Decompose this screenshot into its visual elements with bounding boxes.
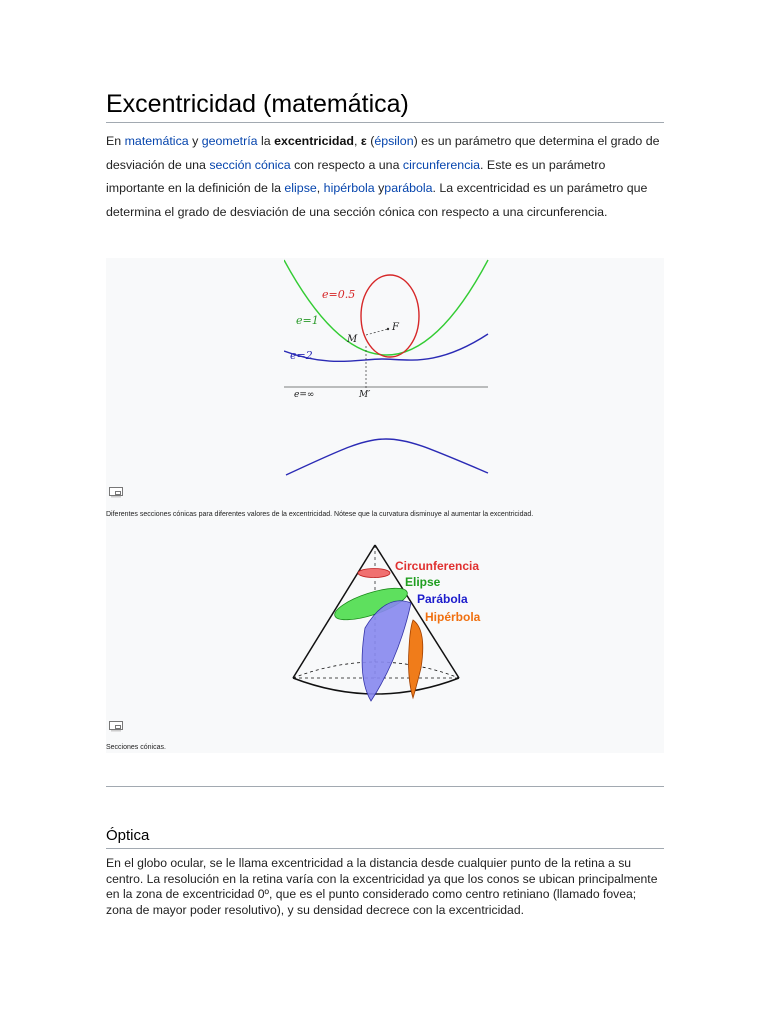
figures-box [106,258,664,753]
link-elipse[interactable]: elipse [284,181,317,195]
label-circunferencia: Circunferencia [395,559,480,573]
intro-text: y [374,181,385,195]
hyperbola-lower-branch [286,439,488,475]
intro-text: con respecto a una [290,157,403,172]
intro-text: En [106,134,125,148]
focus-point [387,328,389,330]
link-circunferencia[interactable]: circunferencia [402,157,481,172]
label-e05: e=0.5 [322,288,356,301]
focus-segment [366,329,388,335]
ellipse-curve [361,275,419,357]
conic-sections-cone-diagram[interactable] [291,538,491,708]
term-epsilon-symbol: ε [360,134,367,148]
figure2-caption: Secciones cónicas. [106,744,166,751]
intro-text: la [257,134,275,148]
parabola-curve [284,260,488,355]
label-f: F [392,322,399,333]
page-title: Excentricidad (matemática) [106,88,664,123]
label-e2: e=2 [290,349,313,362]
link-parabola[interactable]: parábola [384,181,433,195]
label-hiperbola: Hipérbola [425,610,481,624]
intro-text: , [316,181,324,195]
enlarge-icon[interactable] [109,721,123,732]
section-heading-optica: Óptica [106,826,664,849]
circle-section [358,569,390,578]
link-hiperbola[interactable]: hipérbola [323,181,375,195]
link-epsilon[interactable]: épsilon [374,134,414,148]
intro-text: ) es un parámetro que determina el grado de desviación de una [106,134,660,172]
intro-text: , [353,134,361,148]
label-e1: e=1 [296,314,319,327]
label-elipse: Elipse [405,575,441,589]
label-m: M [347,334,358,345]
intro-text: . La excentricidad es un parámetro que determina el grado de desviación de una sección cónica con respecto a una circunferencia. [106,181,648,219]
label-einf: e=∞ [294,390,315,400]
figure1-caption: Diferentes secciones cónicas para diferentes valores de la excentricidad. Nótese que la curvatura disminuye al aumentar la excentricidad. [106,511,534,518]
optica-paragraph: En el globo ocular, se le llama excentricidad a la distancia desde cualquier punto de la retina a su centro. La resolución en la retina varía con la excentricidad ya que los conos se ubican principalmente en la zona de excentricidad 0º, que es el punto considerado como centro retiniano (llamado fovea; zona de mayor poder resolutivo), y su densidad decrece con la excentricidad. [106,856,658,917]
link-matematica[interactable]: matemática [124,134,189,148]
intro-paragraph [106,130,664,224]
label-parabola: Parábola [417,592,468,606]
eccentricity-curves-diagram[interactable] [284,258,494,483]
term-excentricidad: excentricidad [274,134,354,148]
label-m-prime: M′ [359,390,371,400]
link-seccion-conica[interactable]: sección cónica [209,157,291,172]
intro-text: . Este es un parámetro importante en la definición de la [106,157,606,195]
intro-text: y [188,134,202,148]
link-geometria[interactable]: geometría [201,134,258,148]
section-divider [106,786,664,787]
enlarge-icon[interactable] [109,487,123,498]
intro-text: ( [366,134,375,148]
hyperbola-section [409,620,423,698]
